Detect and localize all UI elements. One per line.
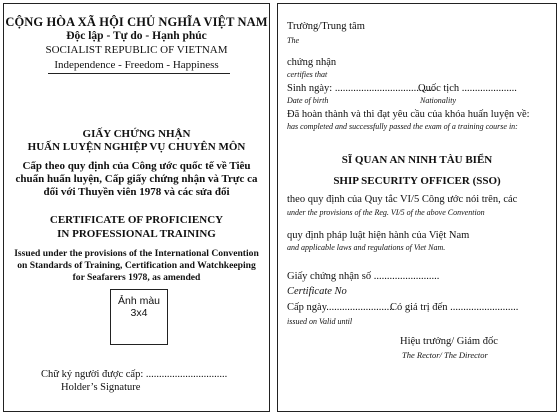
certificate-description-en: Issued under the provisions of the International Convention on Standards of Training, Certification and Watchkeeping for Seafarers 1978, as amended (14, 248, 259, 283)
holder-signature-label-en: Holder’s Signature (61, 382, 141, 393)
holder-signature-label: Chữ ký người được cấp: ............................... (41, 369, 228, 380)
photo-size: 3x4 (130, 307, 148, 319)
photo-placeholder (110, 289, 168, 345)
motto-vn: Độc lập - Tự do - Hạnh phúc (66, 30, 207, 42)
rector-title-en: The Rector/ The Director (402, 350, 488, 360)
certificate-title: GIẤY CHỨNG NHẬN (82, 128, 191, 140)
certificate-inner-page (277, 3, 557, 412)
date-of-birth-label: Sinh ngày: ...................................... (287, 83, 435, 94)
completed-course-label-en: has completed and successfully passed the exam of a training course in: (287, 122, 518, 131)
certificate-number-label: Giấy chứng nhận số ......................... (287, 271, 440, 282)
regulation-text-en: under the provisions of the Reg. VI/5 of the above Convention (287, 208, 485, 217)
date-of-birth-label-en: Date of birth (287, 96, 329, 105)
course-name-vn: SĨ QUAN AN NINH TÀU BIỂN (341, 154, 493, 166)
holder-name-label-en: certifies that (287, 70, 328, 79)
valid-until-label: Có giá trị đến .......................... (390, 302, 519, 313)
rector-title-vn: Hiệu trưởng/ Giám đốc (400, 336, 498, 347)
certificate-title-en-line1: CERTIFICATE OF PROFICIENCY (49, 214, 224, 226)
regulation-text-vn: theo quy định của Quy tắc VI/5 Công ước nói trên, các (287, 194, 518, 205)
certificate-subtitle: HUẤN LUYỆN NGHIỆP VỤ CHUYÊN MÔN (27, 141, 246, 153)
motto-en: Independence - Freedom - Happiness (54, 59, 219, 71)
nationality-label: Quốc tịch ..................... (418, 83, 517, 94)
certificate-title-en-line2: IN PROFESSIONAL TRAINING (57, 228, 216, 240)
school-label: Trường/Trung tâm (287, 21, 365, 32)
nationality-label-en: Nationality (420, 96, 456, 105)
certificate-number-label-en: Certificate No (287, 286, 347, 297)
nation-name-vn: CỘNG HÒA XÃ HỘI CHỦ NGHĨA VIỆT NAM (5, 15, 268, 29)
issued-date-label: Cấp ngày.......................... (287, 302, 395, 313)
course-name-en: SHIP SECURITY OFFICER (SSO) (333, 175, 501, 187)
nation-name-en: SOCIALIST REPUBLIC OF VIETNAM (45, 44, 228, 56)
header-divider (48, 73, 230, 74)
certificate-description-vn: Cấp theo quy định của Công ước quốc tế về Tiêu chuẩn huấn luyện, Cấp giấy chứng nhận và Trực ca đối với Thuyền viên 1978 và các sửa đổi (15, 160, 258, 198)
holder-name-label: chứng nhận (287, 57, 337, 68)
completed-course-label: Đã hoàn thành và thi đạt yêu cầu của khóa huấn luyện về: (287, 109, 530, 120)
issued-valid-label-en: issued on Valid until (287, 317, 353, 326)
law-text-en: and applicable laws and regulations of Viet Nam. (287, 243, 446, 252)
law-text-vn: quy định pháp luật hiện hành của Việt Nam (287, 230, 470, 241)
photo-label: Ảnh màu (117, 295, 161, 307)
school-label-en: The (287, 36, 299, 45)
certificate-front-page (3, 3, 270, 412)
